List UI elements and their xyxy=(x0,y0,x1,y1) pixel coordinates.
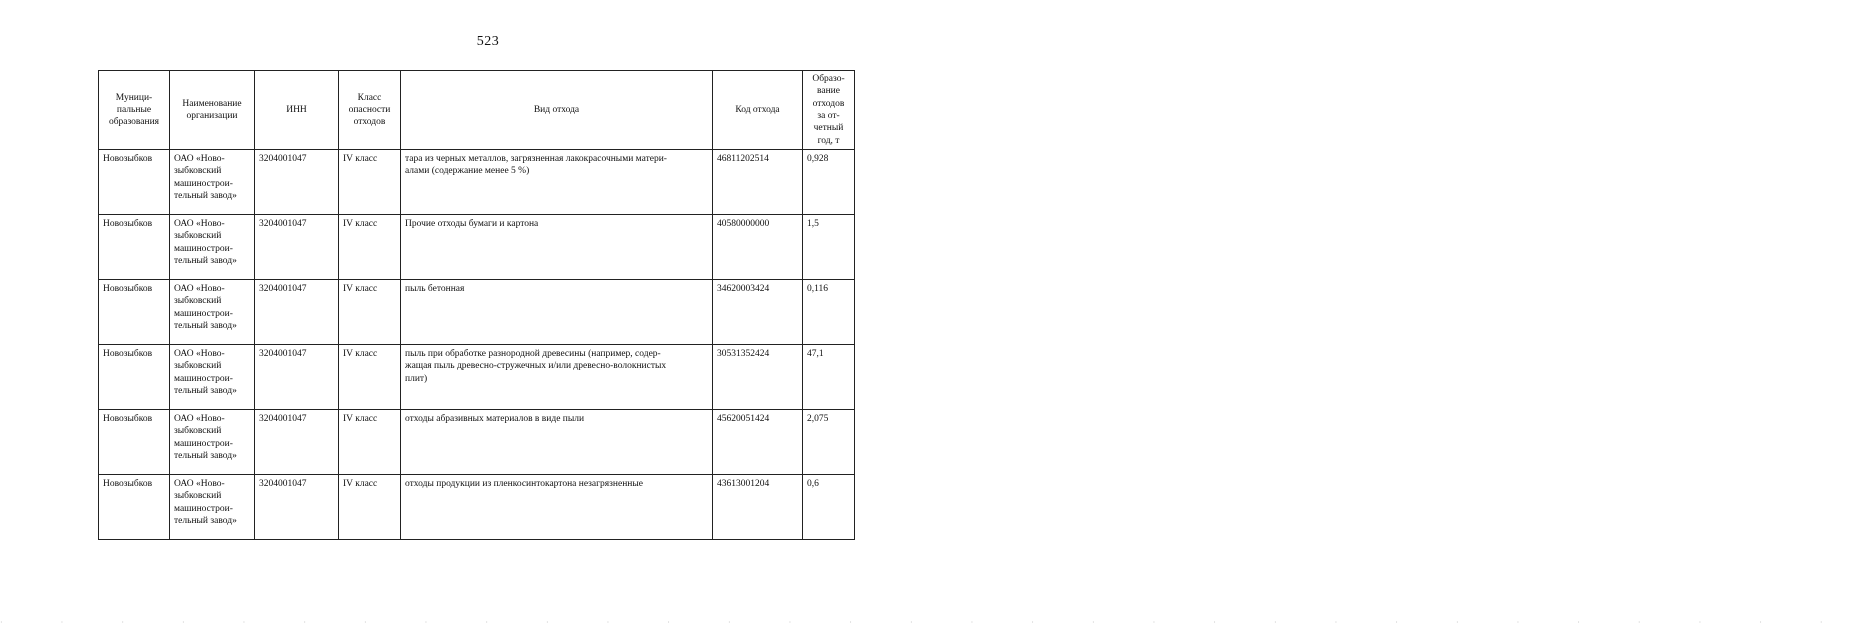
waste-code-cell: 45620051424 xyxy=(713,410,803,475)
table-header-row xyxy=(99,71,855,150)
inn-cell: 3204001047 xyxy=(255,475,339,540)
organization-cell: ОАО «Ново- зыбковский машинострои- тельный завод» xyxy=(170,215,255,280)
waste-table xyxy=(98,70,855,540)
table-row xyxy=(99,280,855,345)
waste-amount-cell: 0,928 xyxy=(803,150,855,215)
municipality-cell: Новозыбков xyxy=(99,410,170,475)
header-hazard-class: Класс опасности отходов xyxy=(339,71,401,150)
waste-type-cell: Прочие отходы бумаги и картона xyxy=(401,215,713,280)
waste-code-cell: 34620003424 xyxy=(713,280,803,345)
organization-cell: ОАО «Ново- зыбковский машинострои- тельный завод» xyxy=(170,280,255,345)
page-number: 523 xyxy=(476,34,500,49)
inn-cell: 3204001047 xyxy=(255,280,339,345)
hazard-class-cell: IV класс xyxy=(339,475,401,540)
municipality-cell: Новозыбков xyxy=(99,280,170,345)
waste-code-cell: 43613001204 xyxy=(713,475,803,540)
hazard-class-cell: IV класс xyxy=(339,215,401,280)
waste-amount-cell: 2,075 xyxy=(803,410,855,475)
waste-code-cell: 46811202514 xyxy=(713,150,803,215)
municipality-cell: Новозыбков xyxy=(99,215,170,280)
municipality-cell: Новозыбков xyxy=(99,475,170,540)
inn-cell: 3204001047 xyxy=(255,345,339,410)
hazard-class-cell: IV класс xyxy=(339,410,401,475)
header-waste-type: Вид отхода xyxy=(401,71,713,150)
header-inn: ИНН xyxy=(255,71,339,150)
waste-amount-cell: 1,5 xyxy=(803,215,855,280)
table-row xyxy=(99,150,855,215)
table-row xyxy=(99,345,855,410)
waste-code-cell: 40580000000 xyxy=(713,215,803,280)
waste-amount-cell: 47,1 xyxy=(803,345,855,410)
waste-amount-cell: 0,116 xyxy=(803,280,855,345)
table-body xyxy=(99,150,855,540)
municipality-cell: Новозыбков xyxy=(99,345,170,410)
municipality-cell: Новозыбков xyxy=(99,150,170,215)
waste-type-cell: тара из черных металлов, загрязненная лакокрасочными матери- алами (содержание менее 5 %) xyxy=(401,150,713,215)
table-row xyxy=(99,410,855,475)
inn-cell: 3204001047 xyxy=(255,150,339,215)
waste-type-cell: пыль при обработке разнородной древесины (например, содер- жащая пыль древесно-стружечных и/или древесно-волокнистых плит) xyxy=(401,345,713,410)
header-organization: Наименование организации xyxy=(170,71,255,150)
organization-cell: ОАО «Ново- зыбковский машинострои- тельный завод» xyxy=(170,475,255,540)
header-waste-code: Код отхода xyxy=(713,71,803,150)
organization-cell: ОАО «Ново- зыбковский машинострои- тельный завод» xyxy=(170,150,255,215)
hazard-class-cell: IV класс xyxy=(339,150,401,215)
waste-type-cell: пыль бетонная xyxy=(401,280,713,345)
organization-cell: ОАО «Ново- зыбковский машинострои- тельный завод» xyxy=(170,410,255,475)
header-waste-amount: Образо- вание отходов за от- четный год, т xyxy=(803,71,855,150)
waste-type-cell: отходы абразивных материалов в виде пыли xyxy=(401,410,713,475)
table-row xyxy=(99,215,855,280)
waste-code-cell: 30531352424 xyxy=(713,345,803,410)
hazard-class-cell: IV класс xyxy=(339,280,401,345)
waste-amount-cell: 0,6 xyxy=(803,475,855,540)
table-row xyxy=(99,475,855,540)
inn-cell: 3204001047 xyxy=(255,215,339,280)
scan-specks: · · · · · · · · · · · · · · · · · · · · · · · · · · · · · · · xyxy=(0,618,1851,627)
organization-cell: ОАО «Ново- зыбковский машинострои- тельный завод» xyxy=(170,345,255,410)
header-municipality: Муници- пальные образования xyxy=(99,71,170,150)
hazard-class-cell: IV класс xyxy=(339,345,401,410)
waste-type-cell: отходы продукции из пленкосинтокартона незагрязненные xyxy=(401,475,713,540)
inn-cell: 3204001047 xyxy=(255,410,339,475)
